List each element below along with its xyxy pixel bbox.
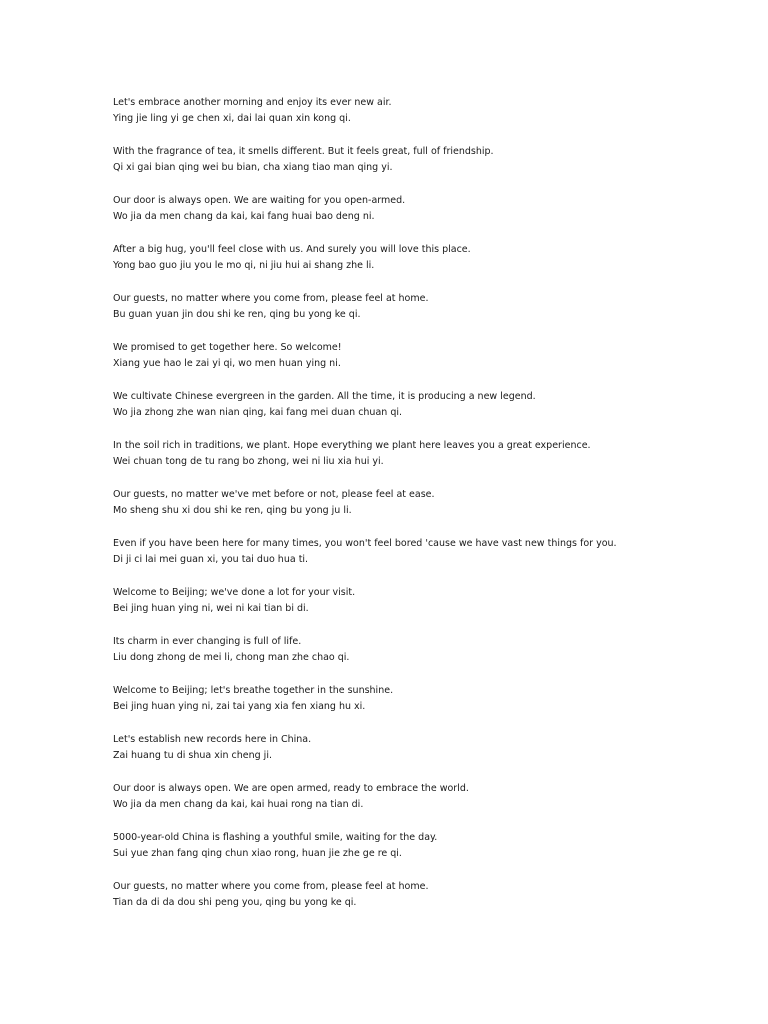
pinyin-line: Sui yue zhan fang qing chun xiao rong, huan jie zhe ge re qi. — [113, 847, 402, 859]
stanza — [113, 438, 753, 487]
stanza — [113, 781, 753, 830]
pinyin-line: Wei chuan tong de tu rang bo zhong, wei ni liu xia hui yi. — [113, 455, 384, 467]
stanza — [113, 879, 753, 928]
pinyin-line: Bei jing huan ying ni, wei ni kai tian bi di. — [113, 602, 309, 614]
english-line: Let's establish new records here in China. — [113, 734, 312, 745]
english-line: Our door is always open. We are waiting for you open-armed. — [113, 195, 406, 206]
stanza — [113, 487, 753, 536]
pinyin-line: Mo sheng shu xi dou shi ke ren, qing bu yong ju li. — [113, 504, 352, 516]
stanza — [113, 242, 753, 291]
english-line: Our door is always open. We are open armed, ready to embrace the world. — [113, 783, 469, 794]
english-line: Our guests, no matter where you come from, please feel at home. — [113, 293, 429, 304]
pinyin-line: Wo jia da men chang da kai, kai huai rong na tian di. — [113, 798, 364, 810]
english-line: Welcome to Beijing; let's breathe together in the sunshine. — [113, 685, 394, 696]
english-line: Its charm in ever changing is full of life. — [113, 636, 302, 647]
stanza — [113, 634, 753, 683]
stanza — [113, 340, 753, 389]
pinyin-line: Wo jia zhong zhe wan nian qing, kai fang mei duan chuan qi. — [113, 406, 403, 418]
stanza — [113, 291, 753, 340]
stanza — [113, 389, 753, 438]
english-line: Our guests, no matter we've met before or not, please feel at ease. — [113, 489, 435, 500]
pinyin-line: Yong bao guo jiu you le mo qi, ni jiu hui ai shang zhe li. — [113, 259, 375, 271]
english-line: We promised to get together here. So welcome! — [113, 342, 342, 353]
english-line: We cultivate Chinese evergreen in the garden. All the time, it is producing a new legend. — [113, 391, 536, 402]
stanza — [113, 144, 753, 193]
pinyin-line: Ying jie ling yi ge chen xi, dai lai quan xin kong qi. — [113, 112, 351, 124]
english-line: Welcome to Beijing; we've done a lot for your visit. — [113, 587, 356, 598]
pinyin-line: Xiang yue hao le zai yi qi, wo men huan ying ni. — [113, 357, 341, 369]
lyrics-document — [113, 95, 753, 928]
pinyin-line: Bei jing huan ying ni, zai tai yang xia fen xiang hu xi. — [113, 700, 366, 712]
pinyin-line: Liu dong zhong de mei li, chong man zhe chao qi. — [113, 651, 350, 663]
pinyin-line: Di ji ci lai mei guan xi, you tai duo hua ti. — [113, 553, 309, 565]
english-line: With the fragrance of tea, it smells different. But it feels great, full of friendship. — [113, 146, 494, 157]
pinyin-line: Tian da di da dou shi peng you, qing bu yong ke qi. — [113, 896, 357, 908]
english-line: 5000-year-old China is flashing a youthful smile, waiting for the day. — [113, 832, 438, 843]
pinyin-line: Wo jia da men chang da kai, kai fang huai bao deng ni. — [113, 210, 375, 222]
stanza — [113, 193, 753, 242]
stanza — [113, 683, 753, 732]
english-line: After a big hug, you'll feel close with us. And surely you will love this place. — [113, 244, 471, 255]
pinyin-line: Qi xi gai bian qing wei bu bian, cha xiang tiao man qing yi. — [113, 161, 393, 173]
english-line: Our guests, no matter where you come from, please feel at home. — [113, 881, 429, 892]
pinyin-line: Bu guan yuan jin dou shi ke ren, qing bu yong ke qi. — [113, 308, 361, 320]
stanza — [113, 95, 753, 144]
english-line: Let's embrace another morning and enjoy its ever new air. — [113, 97, 392, 108]
stanza — [113, 585, 753, 634]
stanza — [113, 732, 753, 781]
stanza — [113, 830, 753, 879]
pinyin-line: Zai huang tu di shua xin cheng ji. — [113, 749, 272, 761]
stanza — [113, 536, 753, 585]
english-line: In the soil rich in traditions, we plant. Hope everything we plant here leaves you a great experience. — [113, 440, 591, 451]
english-line: Even if you have been here for many times, you won't feel bored 'cause we have vast new things for you. — [113, 538, 617, 549]
